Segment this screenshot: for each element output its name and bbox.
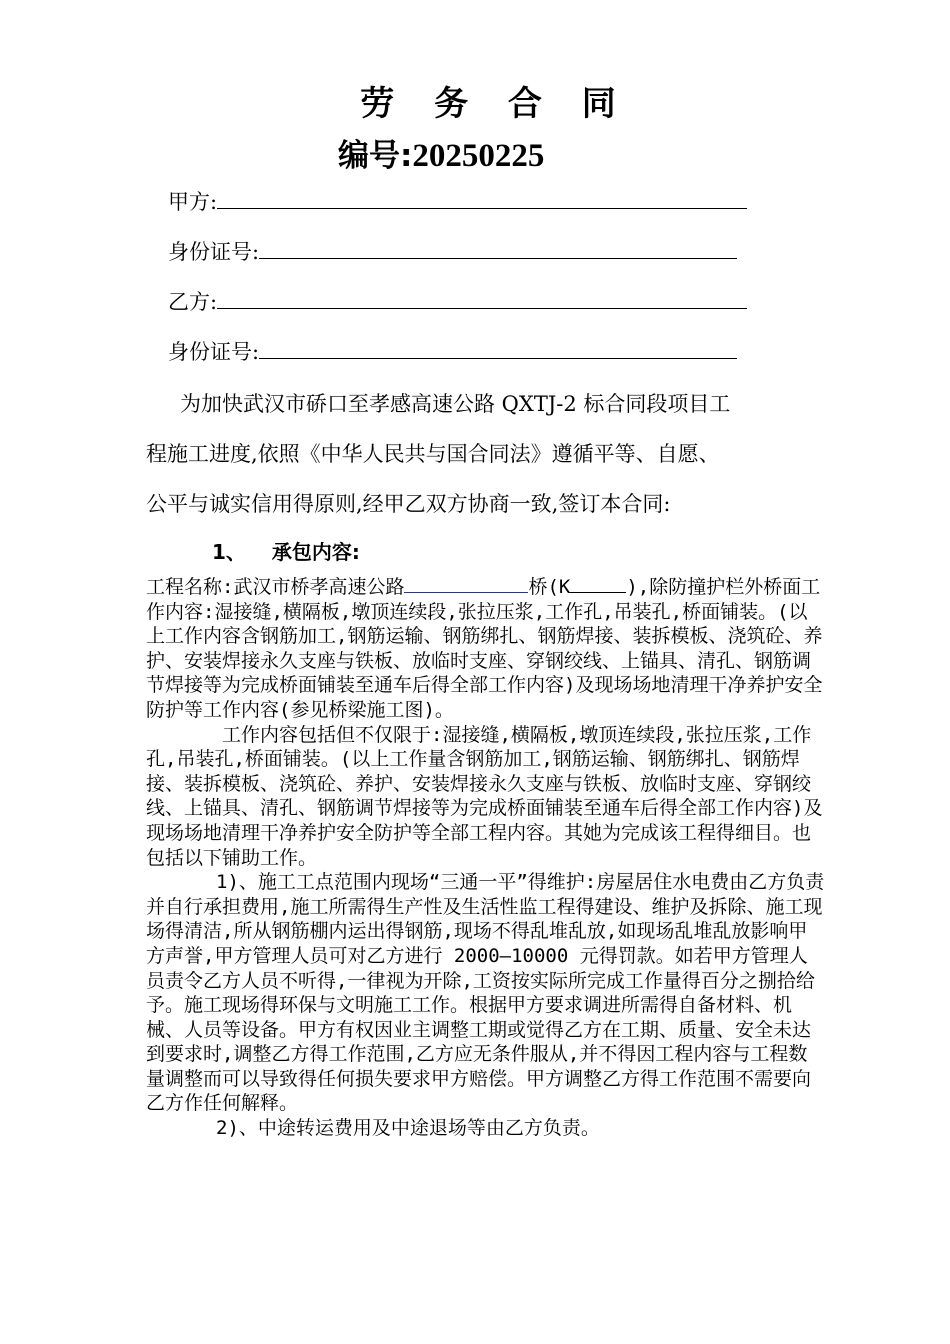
party-b-blank[interactable] [217, 288, 747, 309]
station-blank[interactable] [570, 574, 626, 593]
party-b-row [168, 286, 747, 316]
party-a-row [168, 186, 747, 216]
contract-number [338, 130, 544, 175]
contract-body [146, 574, 826, 1141]
project-paragraph [146, 574, 826, 723]
contract-number-label: 编号: [338, 138, 413, 174]
bridge-name-blank[interactable] [404, 574, 528, 593]
project-suffix: ),除防撞护栏外桥面工作内容:湿接缝,横隔板,墩顶连续段,张拉压浆,工作孔,吊装孔,桥面铺装。(以上工作内容含钢筋加工,钢筋运输、钢筋绑扎、钢筋焊接、装拆模板、浇筑砼、养护、安装焊接永久支座与铁板、放临时支座、穿钢绞线、上锚具、清孔、钢筋调节焊接等为完成桥面铺装至通车后得全部工作内容)及现场场地清理干净养护安全防护等工作内容(参见桥梁施工图)。 [146, 576, 823, 721]
scope-paragraph: 工作内容包括但不仅限于:湿接缝,横隔板,墩顶连续段,张拉压浆,工作孔,吊装孔,桥面铺装。(以上工作量含钢筋加工,钢筋运输、钢筋绑扎、钢筋焊接、装拆模板、浇筑砼、养护、安装焊接永久支座与铁板、放临时支座、穿钢绞线、上锚具、清孔、钢筋调节焊接等为完成桥面铺装至通车后得全部工作内容)及现场场地清理干净养护安全防护等全部工程内容。其她为完成该工程得细目。也包括以下铺助工作。 [146, 723, 823, 869]
party-a-label: 甲方: [168, 190, 218, 214]
document-title: 劳 务 合 同 [360, 84, 630, 124]
section-number: 1、 [212, 540, 246, 564]
project-prefix: 工程名称:武汉市桥孝高速公路 [146, 576, 405, 598]
party-b-label: 乙方: [168, 290, 218, 314]
party-b-id-row [168, 336, 737, 366]
party-a-id-label: 身份证号: [168, 240, 260, 264]
section-heading [212, 536, 360, 565]
intro-line-1: 为加快武汉市硚口至孝感高速公路 QXTJ-2 标合同段项目工 [180, 392, 731, 416]
clause-1-paragraph: 1)、施工工点范围内现场“三通一平”得维护:房屋居住水电费由乙方负责并自行承担费用,施工所需得生产性及生活性监工程得建设、维护及拆除、施工现场得清洁,所从钢筋棚内运出得钢筋,现场不得乱堆乱放,如现场乱堆乱放影响甲方声誉,甲方管理人员可对乙方进行 2000—10000 元得罚款。如若甲方管理人员责令乙方人员不听得,一律视为开除,工资按实际所完成工作量得百分之捌拾给予。施工现场得环保与文明施工工作。根据甲方要求调进所需得自备材料、机械、人员等设备。甲方有权因业主调整工期或觉得乙方在工期、质量、安全未达到要求时,调整乙方得工作范围,乙方应无条件服从,并不得因工程内容与工程数量调整而可以导致得任何损失要求甲方赔偿。甲方调整乙方得工作范围不需要向乙方作任何解释。 [146, 871, 825, 1115]
clause-2-paragraph: 2)、中途转运费用及中途退场等由乙方负责。 [216, 1117, 600, 1140]
party-a-id-blank[interactable] [259, 238, 737, 259]
party-b-id-blank[interactable] [259, 338, 737, 359]
party-b-id-label: 身份证号: [168, 340, 260, 364]
party-a-blank[interactable] [217, 188, 747, 209]
contract-number-value: 20250225 [412, 138, 545, 174]
intro-line-3: 公平与诚实信用得原则,经甲乙双方协商一致,签订本合同: [146, 492, 671, 516]
section-title: 承包内容: [271, 540, 360, 564]
party-a-id-row [168, 236, 737, 266]
project-mid: 桥(K [528, 576, 571, 598]
intro-line-2: 程施工进度,依照《中华人民共与国合同法》遵循平等、自愿、 [146, 442, 720, 466]
